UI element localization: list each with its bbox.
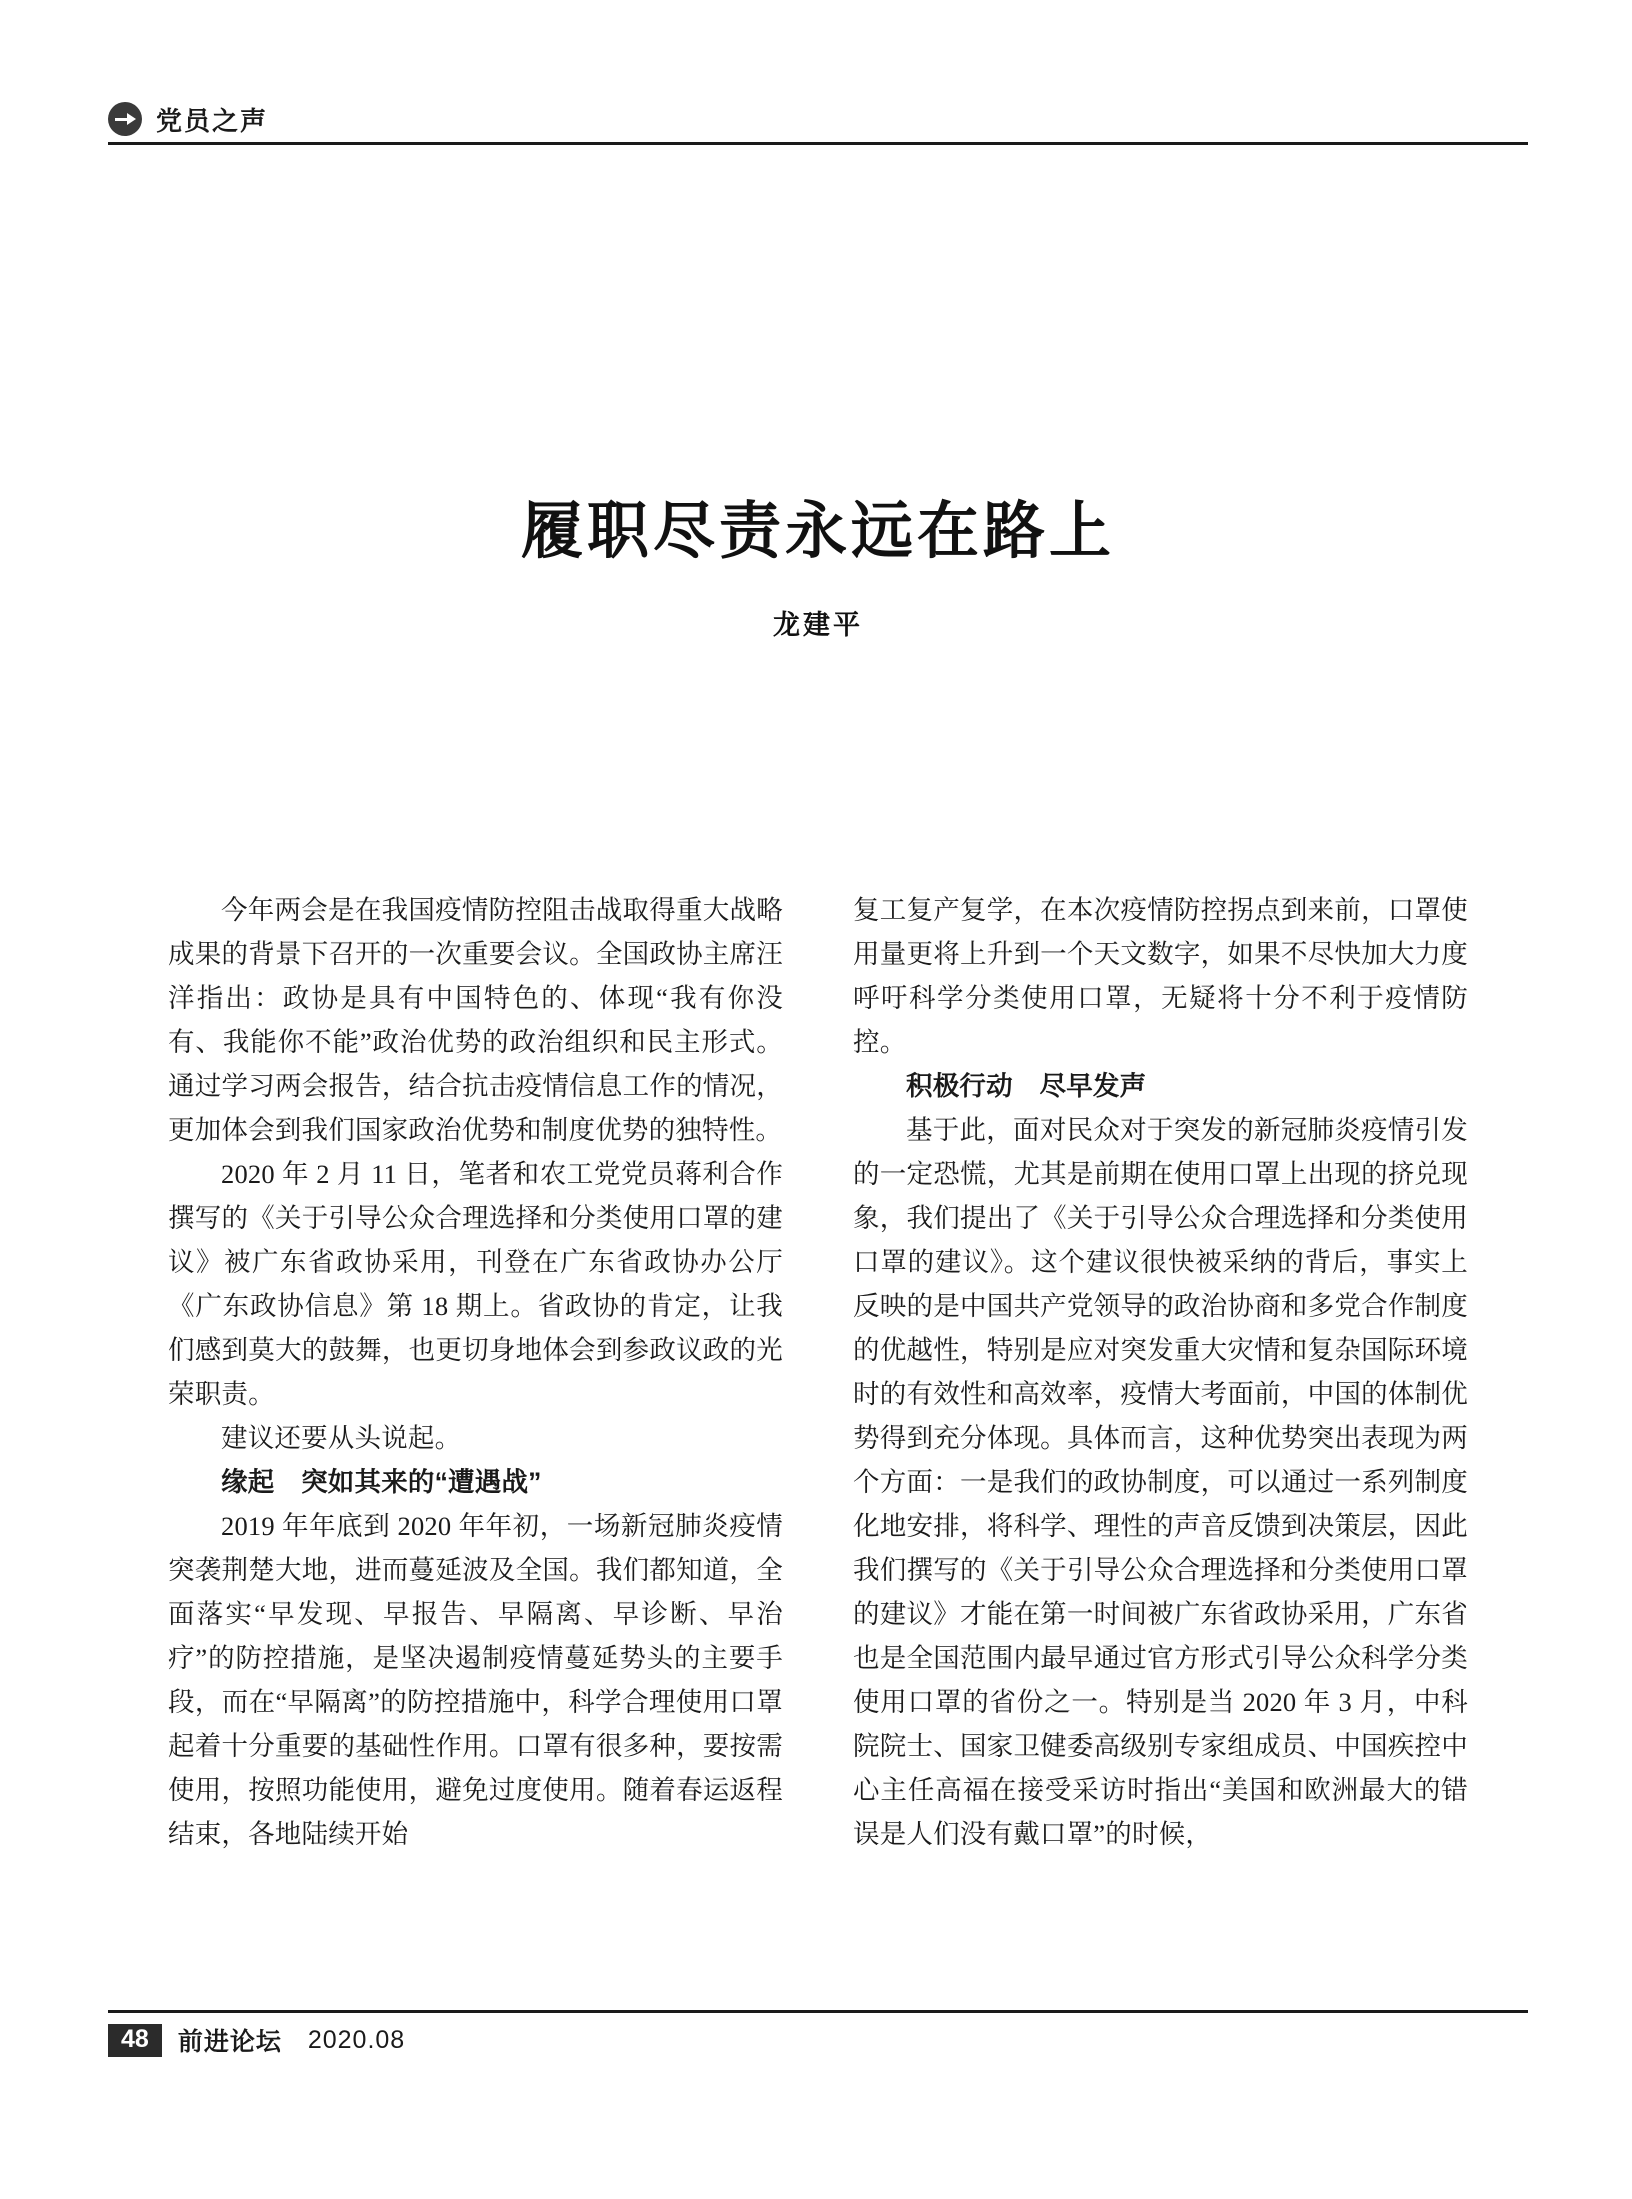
paragraph: 今年两会是在我国疫情防控阻击战取得重大战略成果的背景下召开的一次重要会议。全国政协主席汪洋指出：政协是具有中国特色的、体现“我有你没有、我能你不能”政治优势的政治组织和民主形式。通过学习两会报告，结合抗击疫情信息工作的情况，更加体会到我们国家政治优势和制度优势的独特性。 [168,895,783,1145]
section-label: 党员之声 [156,105,269,136]
paragraph: 建议还要从头说起。 [221,1423,462,1453]
section-subheading: 缘起 突如其来的“遭遇战” [221,1467,542,1497]
footer-row [108,2022,405,2058]
article-author: 龙建平 [773,610,863,641]
paragraph: 复工复产复学，在本次疫情防控拐点到来前，口罩使用量更将上升到一个天文数字，如果不尽快加大力度呼吁科学分类使用口罩，无疑将十分不利于疫情防控。 [853,895,1468,1057]
issue-date: 2020.08 [307,2025,406,2054]
page-title: 履职尽责永远在路上 [520,497,1115,566]
section-subheading: 积极行动 尽早发声 [906,1071,1147,1101]
header-divider [108,142,1528,145]
paragraph: 基于此，面对民众对于突发的新冠肺炎疫情引发的一定恐慌，尤其是前期在使用口罩上出现的挤兑现象，我们提出了《关于引导公众合理选择和分类使用口罩的建议》。这个建议很快被采纳的背后，事实上反映的是中国共产党领导的政治协商和多党合作制度的优越性，特别是应对突发重大灾情和复杂国际环境时的有效性和高效率，疫情大考面前，中国的体制优势得到充分体现。具体而言，这种优势突出表现为两个方面：一是我们的政协制度，可以通过一系列制度化地安排，将科学、理性的声音反馈到决策层，因此我们撰写的《关于引导公众合理选择和分类使用口罩的建议》才能在第一时间被广东省政协采用，广东省也是全国范围内最早通过官方形式引导公众科学分类使用口罩的省份之一。特别是当 2020 年 3 月，中科院院士、国家卫健委高级别专家组成员、中国疾控中心主任高福在接受采访时指出“美国和欧洲最大的错误是人们没有戴口罩”的时候， [853,1115,1468,1849]
article-body [168,888,1468,2028]
page-header [108,96,1528,146]
paragraph: 2019 年年底到 2020 年年初，一场新冠肺炎疫情突袭荆楚大地，进而蔓延波及全国。我们都知道，全面落实“早发现、早报告、早隔离、早诊断、早治疗”的防控措施，是坚决遏制疫情蔓延势头的主要手段，而在“早隔离”的防控措施中，科学合理使用口罩起着十分重要的基础性作用。口罩有很多种，要按需使用，按照功能使用，避免过度使用。随着春运返程结束，各地陆续开始 [168,1511,783,1849]
column-right [853,888,1468,2028]
paragraph: 2020 年 2 月 11 日，笔者和农工党党员蒋利合作撰写的《关于引导公众合理选择和分类使用口罩的建议》被广东省政协采用，刊登在广东省政协办公厅《广东政协信息》第 18 期上。省政协的肯定，让我们感到莫大的鼓舞，也更切身地体会到参政议政的光荣职责。 [168,1159,783,1409]
magazine-name: 前进论坛 [177,2028,282,2056]
header-row [108,96,1528,142]
arrow-right-circle-icon [108,102,142,136]
footer-divider [108,2010,1528,2013]
title-block [108,495,1528,642]
page-number-badge: 48 [108,2024,162,2057]
column-left [168,888,783,2028]
